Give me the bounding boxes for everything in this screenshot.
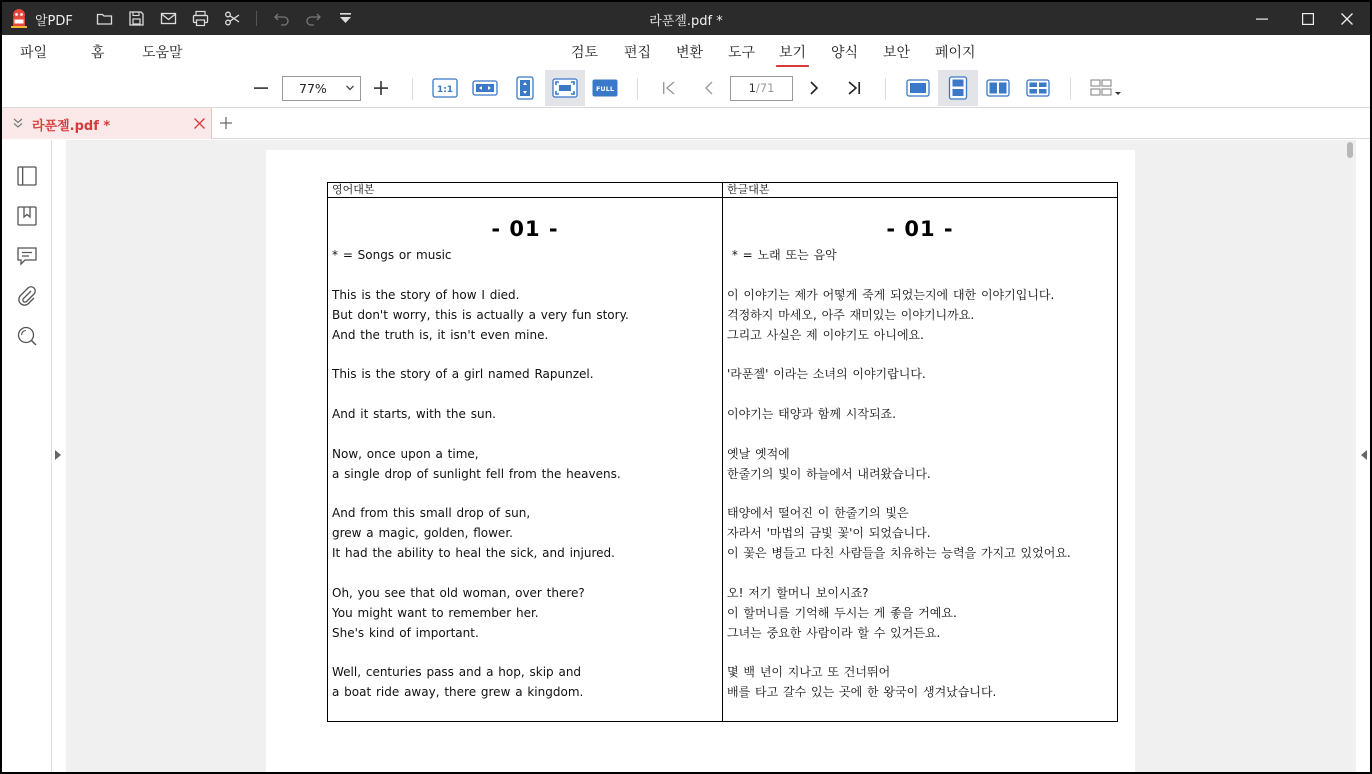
layout-options-button[interactable] [1084, 70, 1128, 106]
two-page-icon [986, 79, 1010, 97]
bookmark-icon[interactable] [16, 205, 38, 227]
script-line: 오! 저기 할머니 보이시죠? [727, 585, 869, 600]
app-name: 알PDF [35, 14, 73, 29]
undo-icon[interactable] [273, 10, 290, 27]
script-line: Now, once upon a time, [332, 446, 479, 461]
script-line: 태양에서 떨어진 이 한줄기의 빛은 [727, 506, 909, 521]
window-title: 라푼젤.pdf * [649, 14, 723, 29]
script-line: 한줄기의 빛이 하늘에서 내려왔습니다. [727, 466, 931, 481]
script-line [727, 266, 1113, 286]
zoom-in-button[interactable] [361, 70, 401, 106]
script-line: 이 이야기는 제가 어떻게 죽게 되었는지에 대한 이야기입니다. [727, 287, 1055, 302]
minus-icon [253, 80, 269, 96]
layout-dropdown-icon [1089, 78, 1123, 98]
script-line: She's kind of important. [332, 625, 479, 640]
title-bar [2, 2, 1370, 35]
script-line [332, 345, 718, 365]
menu-review[interactable]: 검토 [571, 45, 599, 61]
script-line: 이 할머니를 기억해 두시는 게 좋을 거예요. [727, 605, 957, 620]
two-page-continuous-view-button[interactable] [1018, 70, 1058, 106]
scene-number-english: - 01 - [491, 217, 559, 241]
document-viewer[interactable] [53, 140, 1370, 772]
header-english-script: 영어대본 [332, 183, 375, 196]
zoom-select[interactable] [282, 76, 361, 101]
close-window-button[interactable] [1324, 2, 1370, 35]
english-script-lines [332, 246, 718, 703]
view-toolbar [2, 67, 1370, 108]
script-table [327, 182, 1118, 722]
chevron-down-icon [345, 83, 355, 93]
chevron-right-icon [806, 80, 822, 96]
script-line: Oh, you see that old woman, over there? [332, 585, 585, 600]
script-line [332, 385, 718, 405]
current-page: 1 [748, 81, 756, 95]
last-page-button[interactable] [834, 70, 874, 106]
vertical-scrollbar-thumb[interactable] [1347, 142, 1353, 158]
korean-script-lines [727, 246, 1113, 703]
menu-forms[interactable]: 양식 [831, 45, 859, 61]
script-line [727, 345, 1113, 365]
script-line: a boat ride away, there grew a kingdom. [332, 685, 584, 700]
document-tab-label: 라푼젤.pdf * [32, 119, 111, 134]
script-line: And it starts, with the sun. [332, 407, 496, 421]
continuous-page-icon [948, 76, 968, 100]
continuous-view-button[interactable] [938, 70, 978, 106]
save-icon[interactable] [128, 10, 145, 27]
double-chevron-down-icon[interactable] [12, 117, 24, 129]
menu-file[interactable]: 파일 [20, 45, 48, 61]
menu-view[interactable]: 보기 [779, 42, 806, 62]
script-line [332, 644, 718, 664]
script-line: And from this small drop of sun, [332, 506, 531, 521]
document-tab-bar [2, 108, 1370, 139]
next-page-button[interactable] [794, 70, 834, 106]
script-line: 그리고 사실은 제 이야기도 아니에요. [727, 327, 924, 342]
svg-text:1:1: 1:1 [436, 85, 454, 95]
expand-right-panel-icon[interactable] [1361, 450, 1367, 460]
script-line: '라푼젤' 이라는 소녀의 이야기랍니다. [727, 367, 926, 382]
two-page-view-button[interactable] [978, 70, 1018, 106]
redo-icon[interactable] [305, 10, 322, 27]
script-line: grew a magic, golden, flower. [332, 526, 513, 541]
zoom-out-button[interactable] [241, 70, 281, 106]
script-line: * = Songs or music [332, 248, 452, 262]
comment-icon[interactable] [16, 245, 38, 267]
script-line [727, 425, 1113, 445]
close-tab-icon[interactable] [194, 118, 205, 129]
script-line: And the truth is, it isn't even mine. [332, 327, 549, 342]
last-page-icon [846, 80, 862, 96]
attachment-icon[interactable] [16, 285, 38, 307]
first-page-button[interactable] [649, 70, 689, 106]
script-line: 몇 백 년이 지나고 또 건너뛰어 [727, 665, 891, 680]
document-tab[interactable] [2, 108, 212, 139]
zoom-value: 77% [299, 81, 327, 96]
total-pages: /71 [755, 81, 775, 95]
actual-size-button[interactable] [425, 70, 465, 106]
left-sidebar [2, 140, 52, 772]
script-line: * = 노래 또는 음악 [727, 248, 837, 262]
script-line: It had the ability to heal the sick, and injured. [332, 546, 615, 561]
script-line: 배를 타고 갈수 있는 곳에 한 왕국이 생겨났습니다. [727, 685, 997, 700]
script-line: 걱정하지 마세오, 아주 재미있는 이야기니까요. [727, 307, 975, 322]
menu-page[interactable]: 페이지 [935, 45, 976, 61]
scene-number-korean: - 01 - [886, 217, 954, 241]
script-line: But don't worry, this is actually a very fun story. [332, 307, 629, 322]
menu-tools[interactable]: 도구 [728, 45, 756, 61]
new-tab-icon[interactable] [218, 115, 234, 131]
chevron-left-icon [701, 80, 717, 96]
single-page-view-button[interactable] [898, 70, 938, 106]
actual-size-icon [432, 78, 458, 98]
script-line [332, 266, 718, 286]
script-line: Well, centuries pass and a hop, skip and [332, 665, 582, 680]
menu-convert[interactable]: 변환 [676, 45, 704, 61]
script-line [727, 644, 1113, 664]
open-folder-icon[interactable] [96, 10, 113, 27]
full-screen-icon [592, 79, 618, 97]
menu-help[interactable]: 도움말 [142, 45, 183, 61]
script-line [332, 425, 718, 445]
fit-width-icon [472, 78, 498, 98]
app-window [2, 2, 1370, 772]
menu-security[interactable]: 보안 [883, 45, 911, 61]
first-page-icon [661, 80, 677, 96]
scissors-icon[interactable] [224, 10, 241, 27]
script-line [332, 485, 718, 505]
full-screen-button[interactable] [585, 70, 625, 106]
minimize-button[interactable] [1239, 2, 1285, 35]
plus-icon [373, 80, 389, 96]
search-icon[interactable] [16, 325, 38, 347]
script-line [727, 564, 1113, 584]
expand-left-panel-icon[interactable] [55, 450, 61, 460]
panel-toggle-icon[interactable] [16, 165, 38, 187]
quick-access-dropdown-icon[interactable] [337, 10, 354, 27]
menu-bar [2, 35, 1370, 67]
print-icon[interactable] [192, 10, 209, 27]
pdf-page [266, 150, 1135, 772]
fit-page-icon [552, 78, 578, 98]
previous-page-button[interactable] [689, 70, 729, 106]
script-line: 그녀는 중요한 사람이라 할 수 있거든요. [727, 625, 941, 640]
fit-height-button[interactable] [505, 70, 545, 106]
script-line: 자라서 '마법의 금빛 꽃'이 되었습니다. [727, 526, 931, 541]
menu-edit[interactable]: 편집 [624, 45, 652, 61]
script-line: This is the story of how I died. [332, 287, 520, 302]
svg-text:FULL: FULL [595, 85, 615, 93]
app-logo-icon [8, 7, 30, 29]
fit-page-button[interactable] [545, 70, 585, 106]
header-korean-script: 한글대본 [727, 183, 770, 196]
script-line: a single drop of sunlight fell from the heavens. [332, 466, 621, 481]
menu-home[interactable]: 홈 [91, 45, 105, 61]
grid-pages-icon [1026, 79, 1050, 97]
fit-width-button[interactable] [465, 70, 505, 106]
script-line: 옛날 옛적에 [727, 446, 790, 461]
script-line [727, 385, 1113, 405]
script-line [727, 485, 1113, 505]
mail-icon[interactable] [160, 10, 177, 27]
script-line: This is the story of a girl named Rapunzel. [332, 367, 594, 382]
script-line [332, 564, 718, 584]
fit-height-icon [515, 76, 535, 100]
page-number-input[interactable] [730, 76, 793, 101]
script-line: 이야기는 태양과 함께 시작되죠. [727, 407, 896, 421]
single-page-icon [906, 79, 930, 97]
script-line: You might want to remember her. [332, 605, 539, 620]
script-line: 이 꽃은 병들고 다친 사람들을 치유하는 능력을 가지고 있었어요. [727, 546, 1071, 561]
